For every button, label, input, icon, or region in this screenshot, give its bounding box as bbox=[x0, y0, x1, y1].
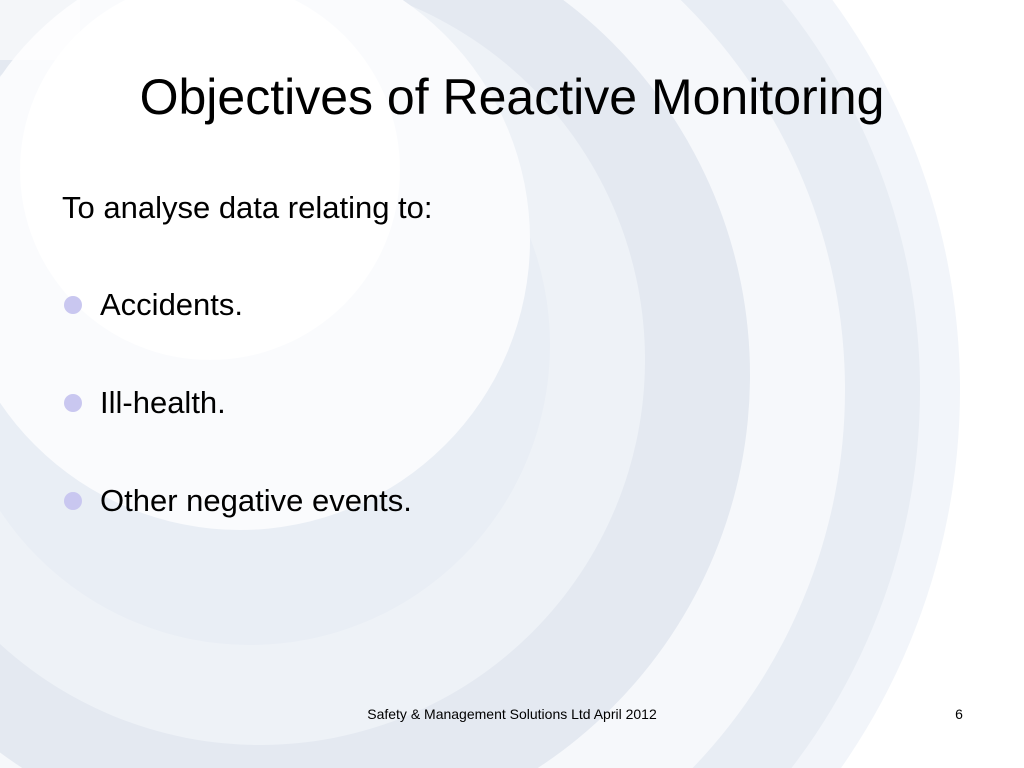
slide-title: Objectives of Reactive Monitoring bbox=[139, 69, 885, 125]
bullet-dot-icon bbox=[64, 394, 82, 412]
bullet-dot-icon bbox=[64, 296, 82, 314]
footer-text: Safety & Management Solutions Ltd April 2012 bbox=[367, 706, 657, 722]
page-number: 6 bbox=[955, 706, 963, 722]
top-left-corner bbox=[0, 0, 80, 60]
bullet-text: Other negative events. bbox=[100, 483, 412, 518]
bullet-text: Accidents. bbox=[100, 287, 244, 322]
bullet-dot-icon bbox=[64, 492, 82, 510]
bullet-text: Ill-health. bbox=[100, 385, 226, 420]
intro-text: To analyse data relating to: bbox=[62, 190, 433, 225]
